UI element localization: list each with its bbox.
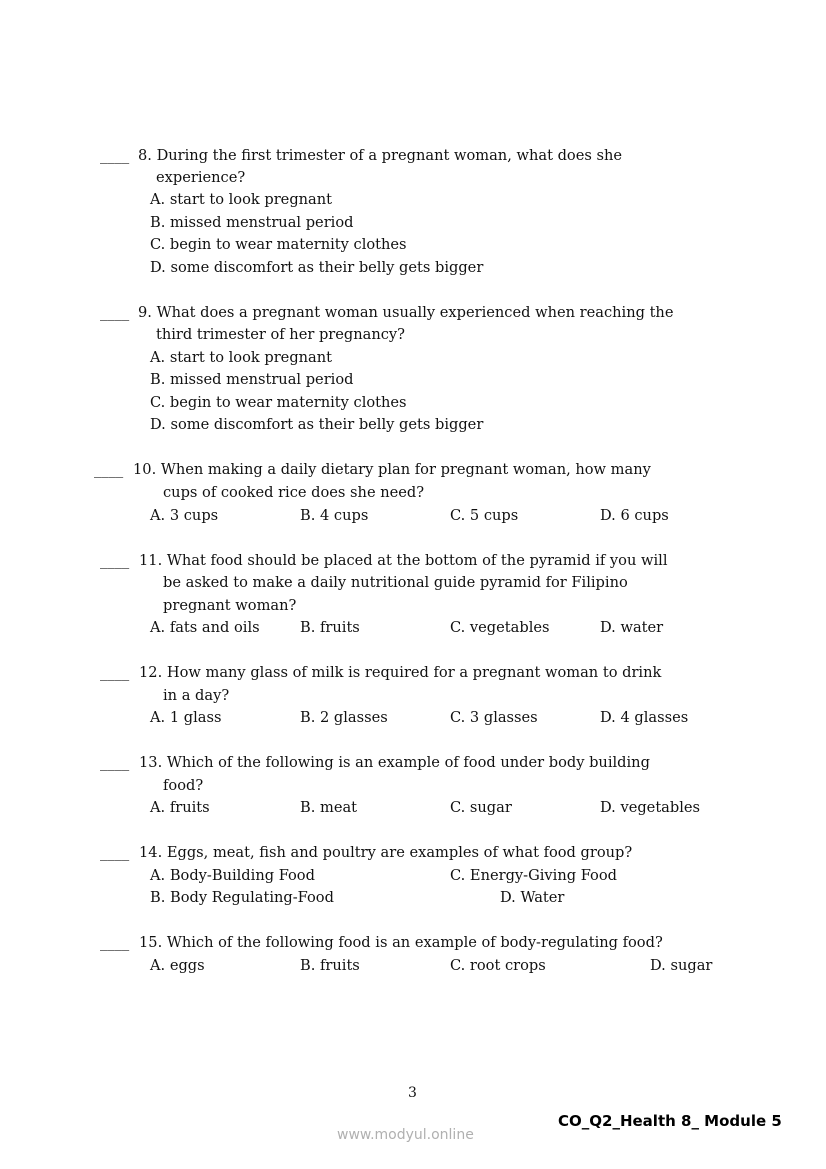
question-13-stem-cont: food? — [163, 777, 204, 794]
watermark: www.modyul.online — [337, 1127, 474, 1143]
question-14-stem: 14. Eggs, meat, fish and poultry are examples of what food group? — [139, 844, 633, 861]
option: B. 4 cups — [300, 507, 369, 524]
option: D. water — [600, 619, 664, 636]
option: D. 6 cups — [600, 507, 669, 524]
question-10-stem-cont: cups of cooked rice does she need? — [163, 484, 425, 501]
option: B. missed menstrual period — [150, 214, 354, 231]
question-11-stem-cont: be asked to make a daily nutritional guide pyramid for Filipino — [163, 574, 628, 591]
option: D. Water — [500, 889, 565, 906]
question-11-stem-cont: pregnant woman? — [163, 597, 297, 614]
answer-blank[interactable]: ____ — [100, 934, 130, 951]
option: C. Energy-Giving Food — [450, 867, 617, 884]
question-15-stem: 15. Which of the following food is an example of body-regulating food? — [139, 934, 663, 951]
question-13-stem: 13. Which of the following is an example of food under body building — [139, 754, 650, 771]
option: A. Body-Building Food — [150, 867, 315, 884]
option: A. 1 glass — [150, 709, 222, 726]
option: D. 4 glasses — [600, 709, 689, 726]
question-11-stem: 11. What food should be placed at the bottom of the pyramid if you will — [139, 552, 668, 569]
question-12-stem: 12. How many glass of milk is required for a pregnant woman to drink — [139, 664, 662, 681]
question-9-stem: 9. What does a pregnant woman usually experienced when reaching the — [138, 304, 674, 321]
page-number: 3 — [408, 1085, 417, 1101]
option: A. start to look pregnant — [150, 349, 333, 366]
option: B. 2 glasses — [300, 709, 388, 726]
option: B. fruits — [300, 619, 360, 636]
option: D. vegetables — [600, 799, 701, 816]
option: C. begin to wear maternity clothes — [150, 236, 407, 253]
option: C. 5 cups — [450, 507, 519, 524]
option: B. missed menstrual period — [150, 371, 354, 388]
question-8-stem-cont: experience? — [156, 169, 246, 186]
option: D. some discomfort as their belly gets bigger — [150, 416, 484, 433]
answer-blank[interactable]: ____ — [94, 461, 124, 478]
option: A. 3 cups — [150, 507, 219, 524]
answer-blank[interactable]: ____ — [100, 147, 130, 164]
option: C. begin to wear maternity clothes — [150, 394, 407, 411]
question-12-stem-cont: in a day? — [163, 687, 230, 704]
option: D. some discomfort as their belly gets bigger — [150, 259, 484, 276]
module-footer: CO_Q2_Health 8_ Module 5 — [558, 1112, 782, 1130]
question-10-stem: 10. When making a daily dietary plan for pregnant woman, how many — [133, 461, 651, 478]
option: A. fruits — [150, 799, 210, 816]
answer-blank[interactable]: ____ — [100, 552, 130, 569]
option: C. sugar — [450, 799, 512, 816]
option: B. Body Regulating-Food — [150, 889, 334, 906]
answer-blank[interactable]: ____ — [100, 664, 130, 681]
option: D. sugar — [650, 957, 713, 974]
option: A. eggs — [150, 957, 205, 974]
question-9-stem-cont: third trimester of her pregnancy? — [156, 326, 405, 343]
option: B. meat — [300, 799, 358, 816]
answer-blank[interactable]: ____ — [100, 844, 130, 861]
option: A. fats and oils — [150, 619, 260, 636]
option: A. start to look pregnant — [150, 191, 333, 208]
option: B. fruits — [300, 957, 360, 974]
option: C. 3 glasses — [450, 709, 538, 726]
question-8-stem: 8. During the first trimester of a pregnant woman, what does she — [138, 147, 622, 164]
option: C. root crops — [450, 957, 546, 974]
answer-blank[interactable]: ____ — [100, 754, 130, 771]
answer-blank[interactable]: ____ — [100, 304, 130, 321]
option: C. vegetables — [450, 619, 550, 636]
